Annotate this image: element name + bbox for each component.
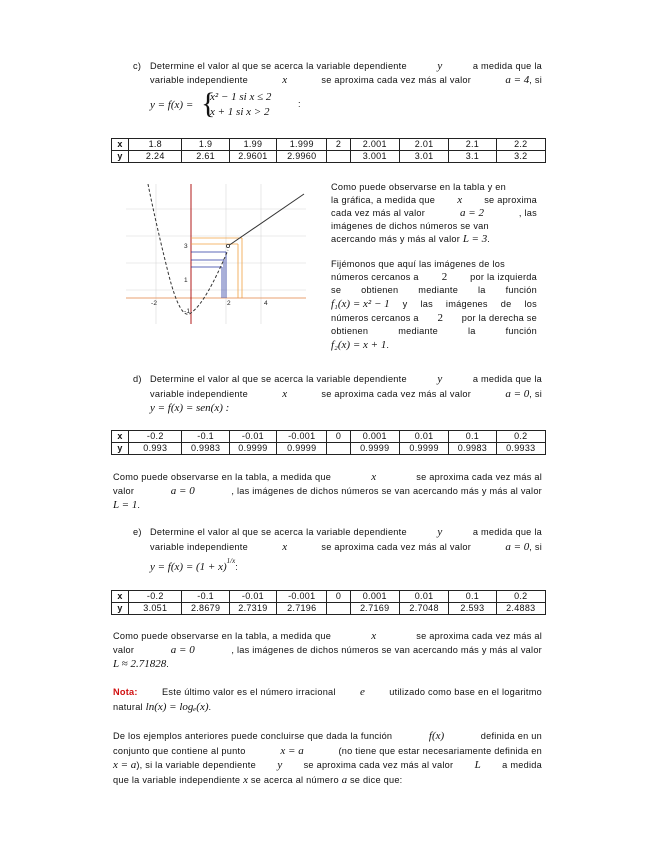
y-tick-label: 1 — [184, 277, 188, 284]
table-row-y: y 0.993 0.9983 0.9999 0.9999 0.9999 0.9999 0.9983 0.9933 — [112, 443, 546, 455]
function-definition-d: y = f(x) = sen(x) : — [150, 402, 230, 414]
table-row-x: x -0.2 -0.1 -0.01 -0.001 0 0.001 0.01 0.1 0.2 — [112, 431, 546, 443]
graph-explanation-2: Fijémonos que aquí las imágenes de los números cercanos a 2 por la izquierda se obtienen mediante la función f₁(x) = x² − 1 y las imágenes de los números cercanos a 2 por la derecha se obtienen mediante la función f₂(x) = x + 1. — [331, 259, 537, 351]
limit-point — [226, 244, 229, 247]
graph-explanation-1: Como puede observarse en la tabla y en la gráfica, a medida que x se aproxima cada vez más al valor a = 2 , las imágenes de dichos números se van acercando más y más al valor L = 3. — [331, 182, 537, 245]
values-table-c — [111, 138, 546, 163]
conclusion-e-line3: L ≈ 2.71828. — [113, 658, 170, 670]
table-row-y: y 2.24 2.61 2.9601 2.9960 3.001 3.01 3.1 3.2 — [112, 151, 546, 163]
function-graph — [126, 184, 306, 324]
note-line2: natural ln(x) = logₑ(x). — [113, 701, 212, 713]
table-row-y: y 3.051 2.8679 2.7319 2.7196 2.7169 2.7048 2.593 2.4883 — [112, 603, 546, 615]
note-line1: Nota: Este último valor es el número irracional e utilizado como base en el logaritmo — [113, 686, 542, 698]
function-definition-e: $y = f(x) = (1 + x)^{1/x}$: — [150, 557, 238, 573]
x-tick-label: 4 — [264, 300, 268, 307]
values-table-e — [111, 590, 546, 615]
section-c-line1: Determine el valor al que se acerca la variable dependiente y a medida que la — [150, 60, 542, 72]
conclusion-e-line1: Como puede observarse en la tabla, a medida que x se aproxima cada vez más al — [113, 630, 542, 642]
item-label-c: c) — [133, 61, 142, 71]
y-tick-label: 3 — [184, 243, 188, 250]
table-row-x: x -0.2 -0.1 -0.01 -0.001 0 0.001 0.01 0.1 0.2 — [112, 591, 546, 603]
x-tick-label: -2 — [151, 300, 158, 307]
item-label-e: e) — [133, 527, 142, 537]
conclusion-e-line2: valor a = 0 , las imágenes de dichos números se van acercando más y más al valor — [113, 644, 542, 656]
section-c-line2: variable independiente x se aproxima cada vez más al valor a = 4, si — [150, 74, 542, 86]
x-tick-label: 2 — [227, 300, 231, 307]
conclusion-d-line1: Como puede observarse en la tabla, a medida que x se aproxima cada vez más al — [113, 471, 542, 483]
conclusion-d-line3: L = 1. — [113, 499, 141, 511]
y-tick-label: -1 — [184, 308, 191, 315]
values-table-d — [111, 430, 546, 455]
note-label: Nota: — [113, 687, 138, 697]
conclusion-d-line2: valor a = 0 , las imágenes de dichos números se van acercando más y más al valor — [113, 485, 542, 497]
item-label-d: d) — [133, 374, 142, 384]
table-row-x: x 1.8 1.9 1.99 1.999 2 2.001 2.01 2.1 2.2 — [112, 139, 546, 151]
